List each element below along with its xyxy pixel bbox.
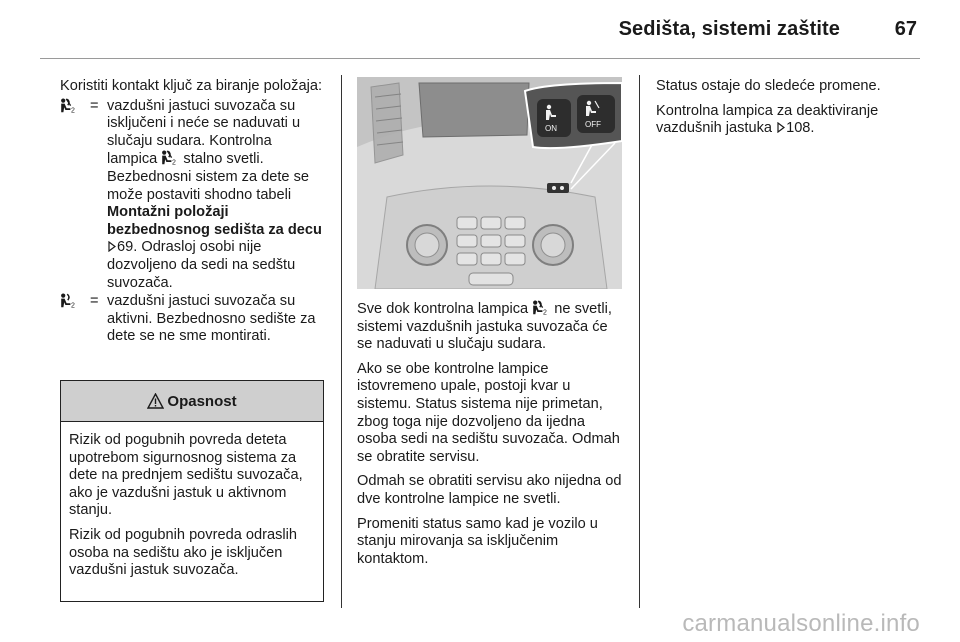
- warning-title: Opasnost: [167, 392, 237, 410]
- definition-airbag-off: [60, 98, 326, 293]
- paragraph: Odmah se obratiti servisu ako nijedna od dve kontrolne lampice ne svetli.: [357, 473, 622, 507]
- page-reference-arrow-icon: [777, 122, 785, 133]
- intro-text: Koristiti kontakt ključ za biranje položaja:: [60, 78, 323, 94]
- page-reference: 108.: [786, 120, 815, 137]
- paragraph: Promeniti status samo kad je vozilo u stanju mirovanja sa isključenim kontaktom.: [357, 515, 598, 567]
- warning-triangle-icon: [147, 393, 164, 409]
- warning-paragraph: Rizik od pogubnih povreda deteta upotrebom sigurnosnog sistema za dete na prednjem sedištu suvozača, ako je vazdušni jastuk u aktivnom stanju.: [69, 432, 303, 519]
- warning-header: [61, 381, 323, 422]
- column-right: [656, 78, 918, 145]
- definition-text: [107, 98, 326, 293]
- header-rule: [40, 58, 920, 59]
- column-middle: [357, 300, 627, 575]
- airbag-off-icon: [60, 98, 90, 293]
- paragraph-part: Sve dok kontrolna lampica: [357, 301, 529, 317]
- column-divider-left: [341, 75, 342, 608]
- watermark: carmanualsonline.info: [682, 610, 920, 637]
- airbag-off-icon: [532, 300, 550, 315]
- column-left: [60, 78, 326, 347]
- page-number: 67: [894, 18, 917, 40]
- paragraph-part: ne svetli, sistemi vazdušnih jastuka suvozača će se naduvati u slučaju sudara.: [357, 301, 612, 353]
- airbag-off-icon: [161, 150, 179, 165]
- dashboard-illustration: [357, 77, 622, 289]
- page-reference-arrow-icon: [108, 241, 116, 252]
- paragraph: [357, 300, 627, 354]
- page-header-title: Sedišta, sistemi zaštite: [618, 18, 840, 40]
- warning-paragraph: Rizik od pogubnih povreda odraslih osoba na sedištu ako je isključen vazdušni jastuk suvozača.: [69, 526, 297, 579]
- warning-body: [61, 422, 323, 580]
- indicator-label-on: ON: [545, 124, 557, 133]
- definition-airbag-on: [60, 293, 326, 346]
- definition-text-part: 69. Odrasloj osobi nije dozvoljeno da sedi na sedštu suvozača.: [107, 239, 296, 291]
- definition-text: vazdušni jastuci suvozača su aktivni. Bezbednosno sedište za dete se ne sme montirati.: [107, 293, 316, 345]
- paragraph: Status ostaje do sledeće promene.: [656, 78, 881, 94]
- definition-text-part: vazdušni jastuci suvozača su isključeni i neće se naduvati u slučaju sudara. Kontrolna lampica: [107, 97, 301, 168]
- paragraph-part: Kontrolna lampica za deaktiviranje vazdušnih jastuka: [656, 102, 879, 137]
- paragraph: [656, 103, 918, 138]
- definition-equals: =: [90, 293, 99, 310]
- indicator-label-off: OFF: [585, 120, 601, 129]
- warning-box: [60, 380, 324, 602]
- paragraph: Ako se obe kontrolne lampice istovremeno upale, postoji kvar u sistemu. Status sistema nije primetan, zbog toga nije dozvoljeno da ijedna osoba sedi na sedištu suvozača. Odmah se obratite servisu.: [357, 360, 620, 465]
- definition-equals: =: [90, 97, 99, 114]
- column-divider-right: [639, 75, 640, 608]
- table-reference: Montažni položaji bezbednosnog sedišta za decu: [107, 204, 322, 238]
- airbag-on-icon: [60, 293, 90, 346]
- definition-text-part: stalno svetli. Bezbednosni sistem za dete se može postaviti shodno tabeli: [107, 151, 309, 203]
